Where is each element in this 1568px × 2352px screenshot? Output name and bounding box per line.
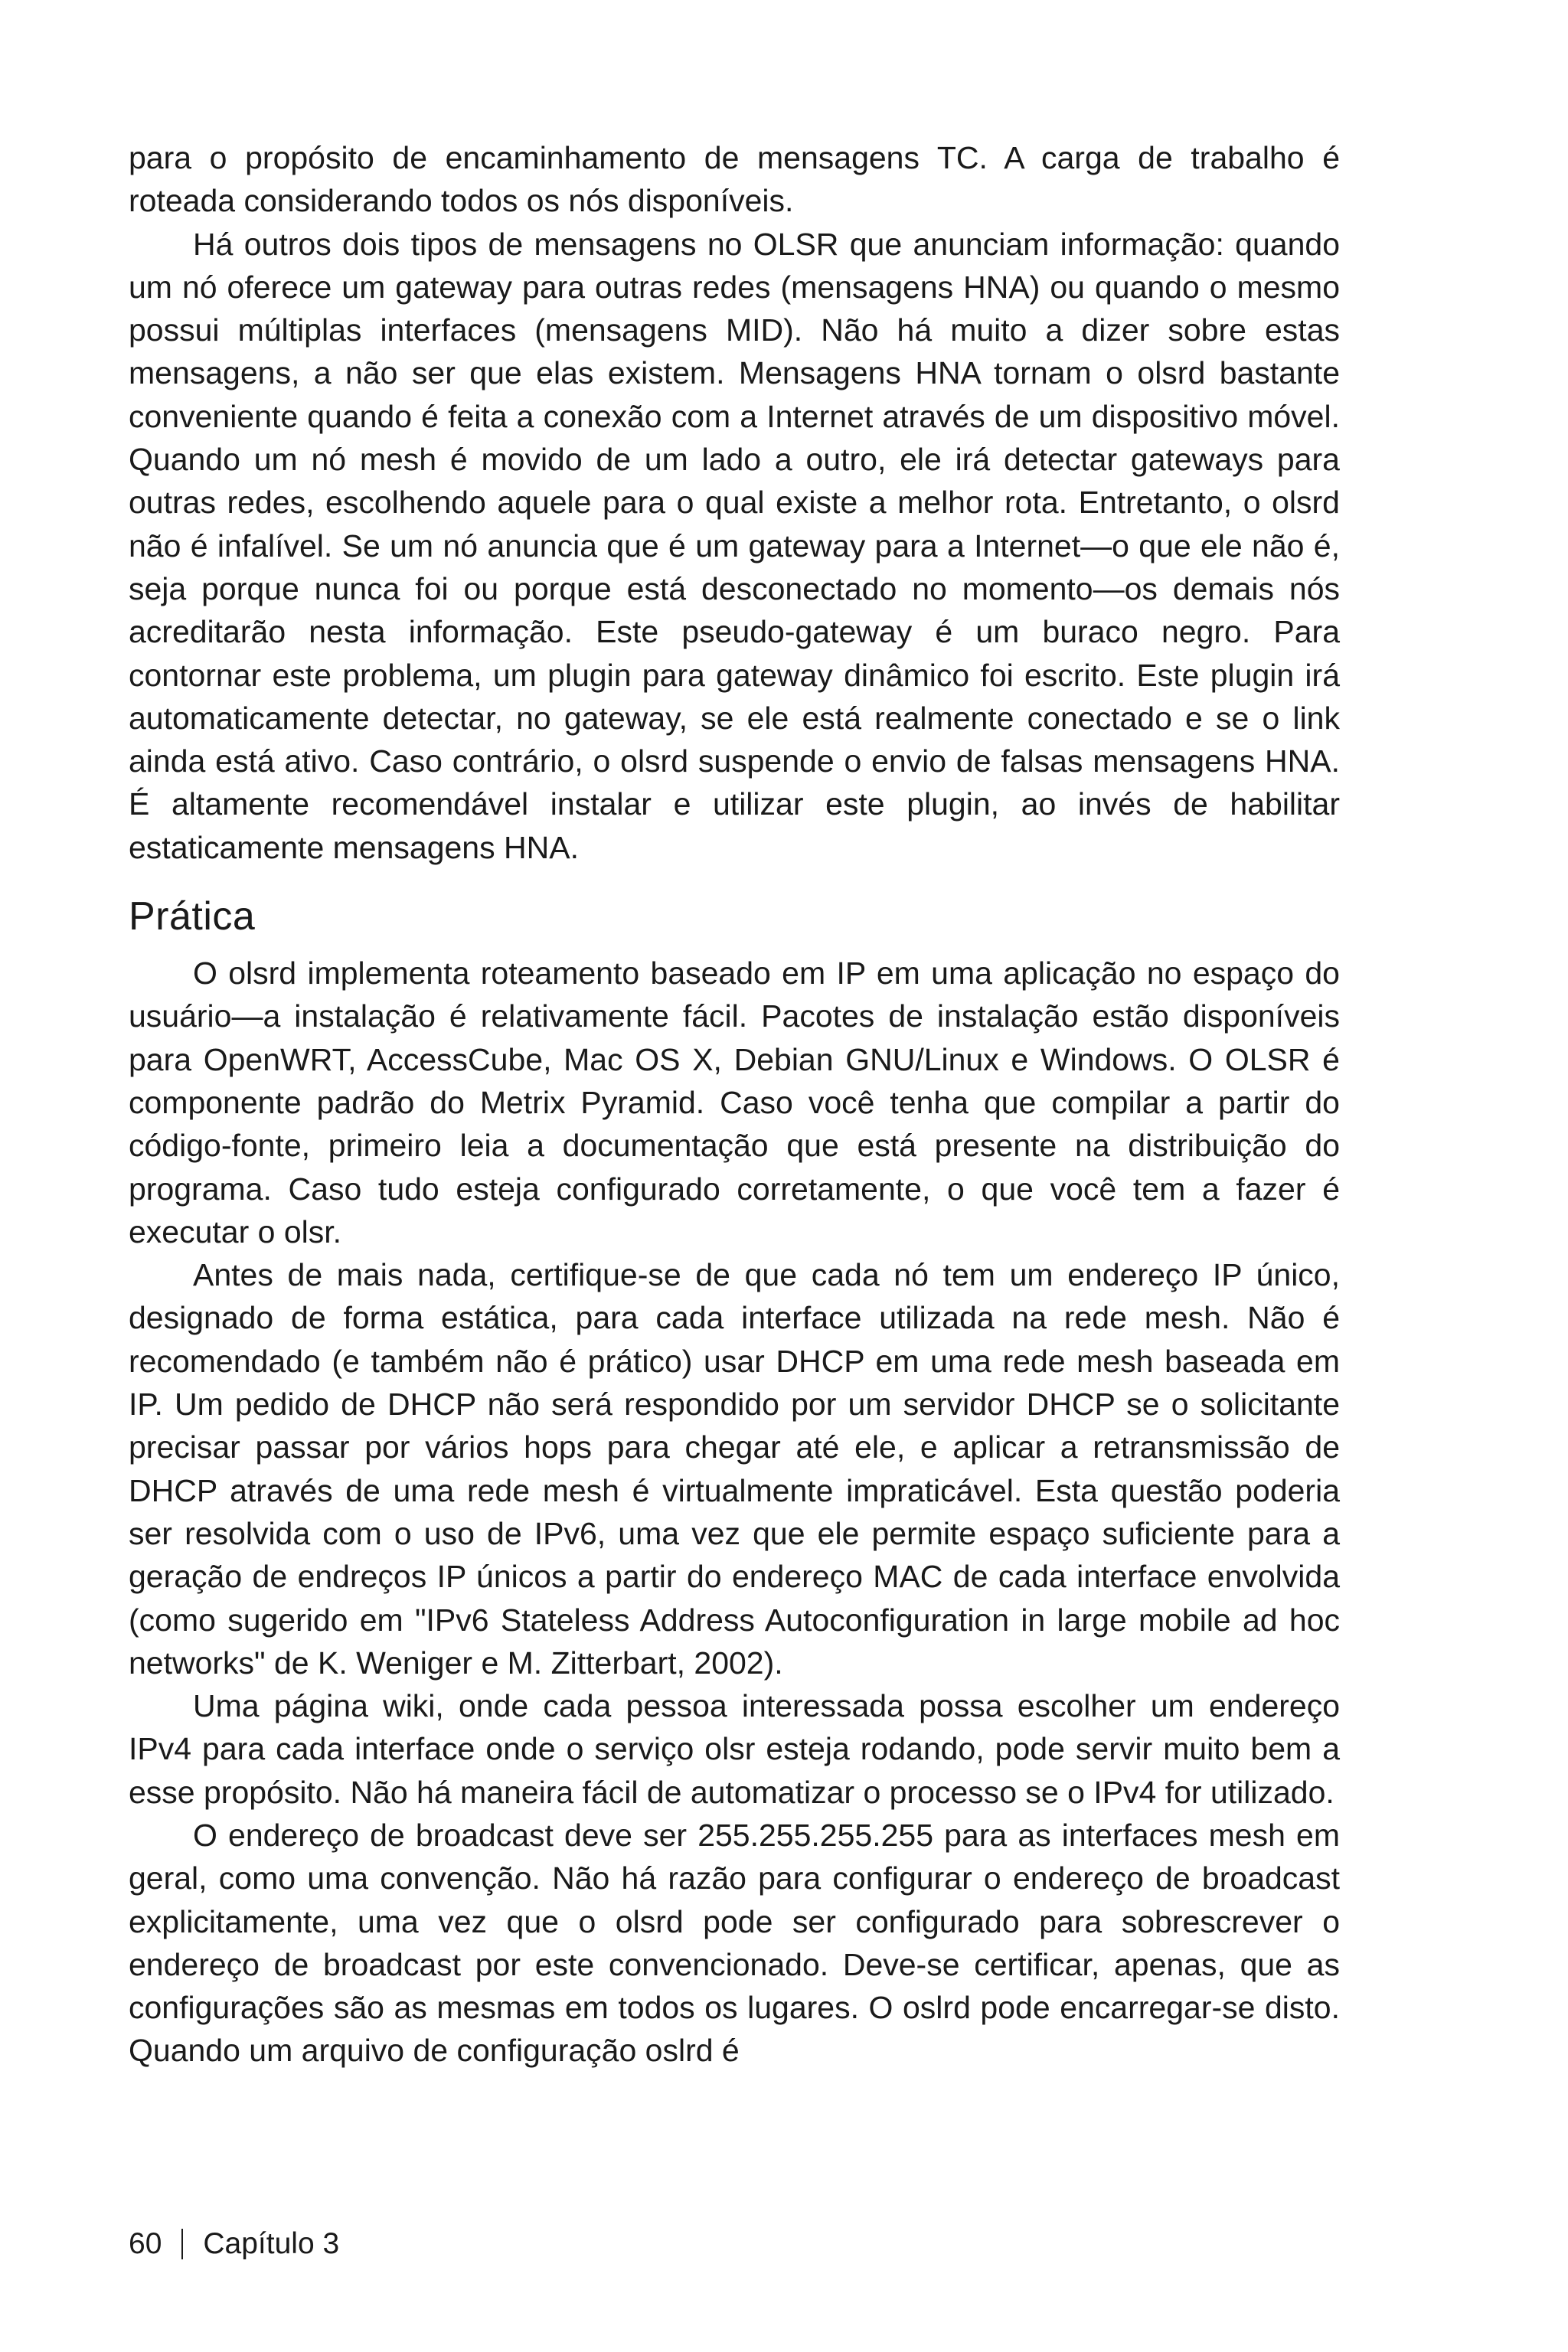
page-body (129, 136, 1340, 2073)
footer-divider (181, 2229, 183, 2259)
paragraph-continuation: para o propósito de encaminhamento de mensagens TC. A carga de trabalho é roteada considerando todos os nós disponíveis. (129, 140, 1340, 219)
paragraph-wiki: Uma página wiki, onde cada pessoa interessada possa escolher um endereço IPv4 para cada interface onde o serviço olsr esteja rodando, pode servir muito bem a esse propósito. Não há maneira fácil de automatizar o processo se o IPv4 for utilizado. (129, 1688, 1340, 1810)
section-heading: Prática (129, 894, 256, 939)
paragraph-ip-address: Antes de mais nada, certifique-se de que cada nó tem um endereço IP único, designado de forma estática, para cada interface utilizada na rede mesh. Não é recomendado (e também não é prático) usar DHCP em uma rede mesh baseada em IP. Um pedido de DHCP não será respondido por um servidor DHCP se o solicitante precisar passar por vários hops para chegar até ele, e aplicar a retransmissão de DHCP através de uma rede mesh é virtualmente impraticável. Esta questão poderia ser resolvida com o uso de IPv6, uma vez que ele permite espaço suficiente para a geração de endreços IP únicos a partir do endereço MAC de cada interface envolvida (como sugerido em "IPv6 Stateless Address Autoconfiguration in large mobile ad hoc networks" de K. Weniger e M. Zitterbart, 2002). (129, 1257, 1340, 1681)
paragraph-broadcast: O endereço de broadcast deve ser 255.255.255.255 para as interfaces mesh em geral, como uma convenção. Não há razão para configurar o endereço de broadcast explicitamente, uma vez que o olsrd pode ser configurado para sobrescrever o endereço de broadcast por este convencionado. Deve-se certificar, apenas, que as configurações são as mesmas em todos os lugares. O oslrd pode encarregar-se disto. Quando um arquivo de configuração oslrd é (129, 1817, 1340, 2069)
page-number: 60 (129, 2227, 162, 2260)
paragraph-message-types: Há outros dois tipos de mensagens no OLSR que anunciam informação: quando um nó oferece um gateway para outras redes (mensagens HNA) ou quando o mesmo possui múltiplas interfaces (mensagens MID). Não há muito a dizer sobre estas mensagens, a não ser que elas existem. Mensagens HNA tornam o olsrd bastante conveniente quando é feita a conexão com a Internet através de um dispositivo móvel. Quando um nó mesh é movido de um lado a outro, ele irá detectar gateways para outras redes, escolhendo aquele para o qual existe a melhor rota. Entretanto, o olsrd não é infalível. Se um nó anuncia que é um gateway para a Internet—o que ele não é, seja porque nunca foi ou porque está desconectado no momento—os demais nós acreditarão nesta informação. Este pseudo-gateway é um buraco negro. Para contornar este problema, um plugin para gateway dinâmico foi escrito. Este plugin irá automaticamente detectar, no gateway, se ele está realmente conectado e se o link ainda está ativo. Caso contrário, o olsrd suspende o envio de falsas mensagens HNA. É altamente recomendável instalar e utilizar este plugin, ao invés de habilitar estaticamente mensagens HNA. (129, 226, 1340, 865)
paragraph-installation: O olsrd implementa roteamento baseado em IP em uma aplicação no espaço do usuário—a instalação é relativamente fácil. Pacotes de instalação estão disponíveis para OpenWRT, AccessCube, Mac OS X, Debian GNU/Linux e Windows. O OLSR é componente padrão do Metrix Pyramid. Caso você tenha que compilar a partir do código-fonte, primeiro leia a documentação que está presente na distribuição do programa. Caso tudo esteja configurado corretamente, o que você tem a fazer é executar o olsr. (129, 956, 1340, 1250)
page-footer (129, 2225, 339, 2263)
chapter-label: Capítulo 3 (203, 2227, 340, 2260)
